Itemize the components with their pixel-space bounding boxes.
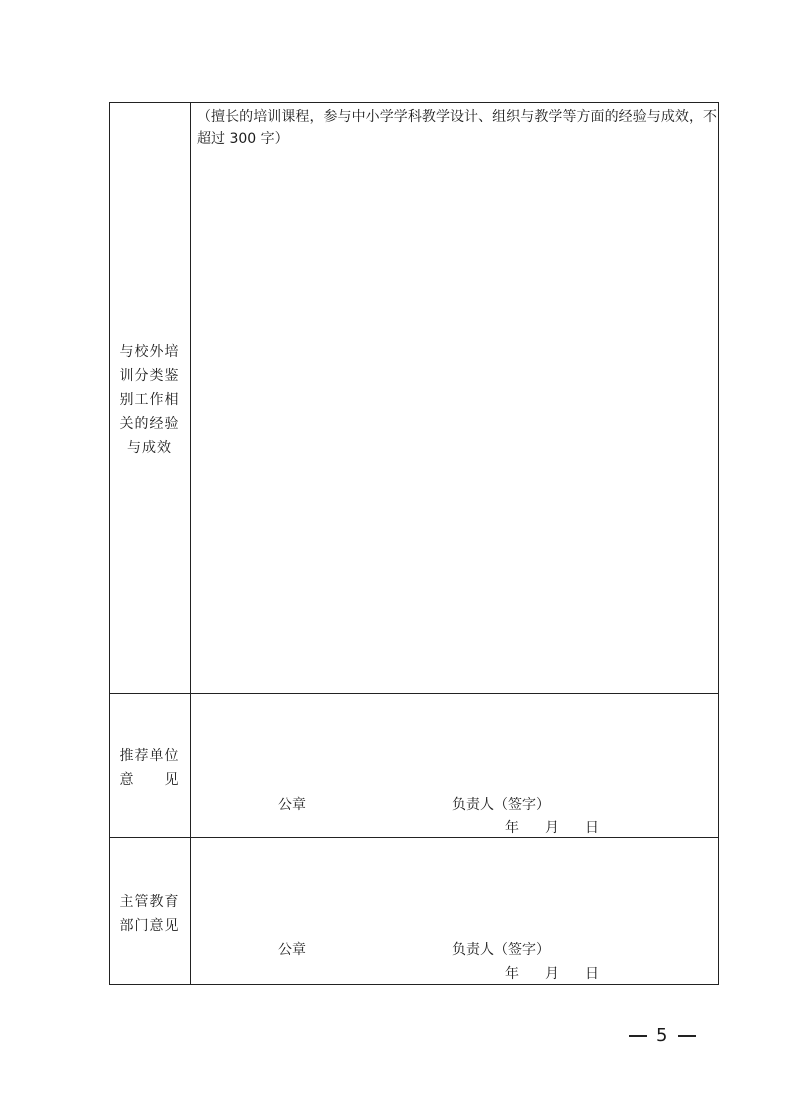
date-month-label: 月 bbox=[545, 966, 559, 982]
recommend-label bbox=[109, 744, 190, 792]
experience-label bbox=[109, 340, 190, 460]
experience-label-line: 与成效 bbox=[127, 440, 172, 456]
date-year-label: 年 bbox=[505, 820, 519, 836]
recommend-date bbox=[505, 817, 599, 837]
date-day-label: 日 bbox=[585, 820, 599, 836]
experience-label-line: 训分类鉴 bbox=[119, 368, 180, 384]
experience-label-line: 关的经验 bbox=[119, 416, 180, 432]
recommend-seal-label: 公章 bbox=[278, 797, 306, 813]
experience-label-line: 别工作相 bbox=[119, 392, 180, 408]
date-month-label: 月 bbox=[545, 820, 559, 836]
table-border-left bbox=[109, 102, 110, 985]
recommend-label-line: 意 见 bbox=[119, 772, 180, 788]
authority-label bbox=[109, 890, 190, 938]
application-form-table bbox=[109, 102, 719, 985]
experience-hint-text: （擅长的培训课程，参与中小学学科教学设计、组织与教学等方面的经验与成效，不超过 300 字） bbox=[197, 109, 717, 147]
recommend-opinion-area[interactable] bbox=[191, 694, 718, 784]
table-border-top bbox=[109, 102, 719, 103]
dash-right bbox=[678, 1035, 696, 1037]
authority-seal-label: 公章 bbox=[278, 942, 306, 958]
authority-date bbox=[505, 963, 599, 983]
recommend-label-line: 推荐单位 bbox=[119, 748, 180, 764]
recommend-signer-label: 负责人（签字） bbox=[452, 797, 550, 813]
experience-text-area[interactable] bbox=[191, 152, 718, 692]
table-border-bottom bbox=[109, 984, 719, 985]
page-number bbox=[629, 1025, 696, 1046]
date-day-label: 日 bbox=[585, 966, 599, 982]
experience-label-line: 与校外培 bbox=[119, 344, 180, 360]
authority-label-line: 部门意见 bbox=[119, 918, 180, 934]
table-border-right bbox=[718, 102, 719, 985]
authority-opinion-area[interactable] bbox=[191, 838, 718, 928]
authority-label-line: 主管教育 bbox=[119, 894, 180, 910]
date-year-label: 年 bbox=[505, 966, 519, 982]
page-number-value: 5 bbox=[656, 1025, 670, 1046]
dash-left bbox=[629, 1035, 647, 1037]
authority-signer-label: 负责人（签字） bbox=[452, 942, 550, 958]
